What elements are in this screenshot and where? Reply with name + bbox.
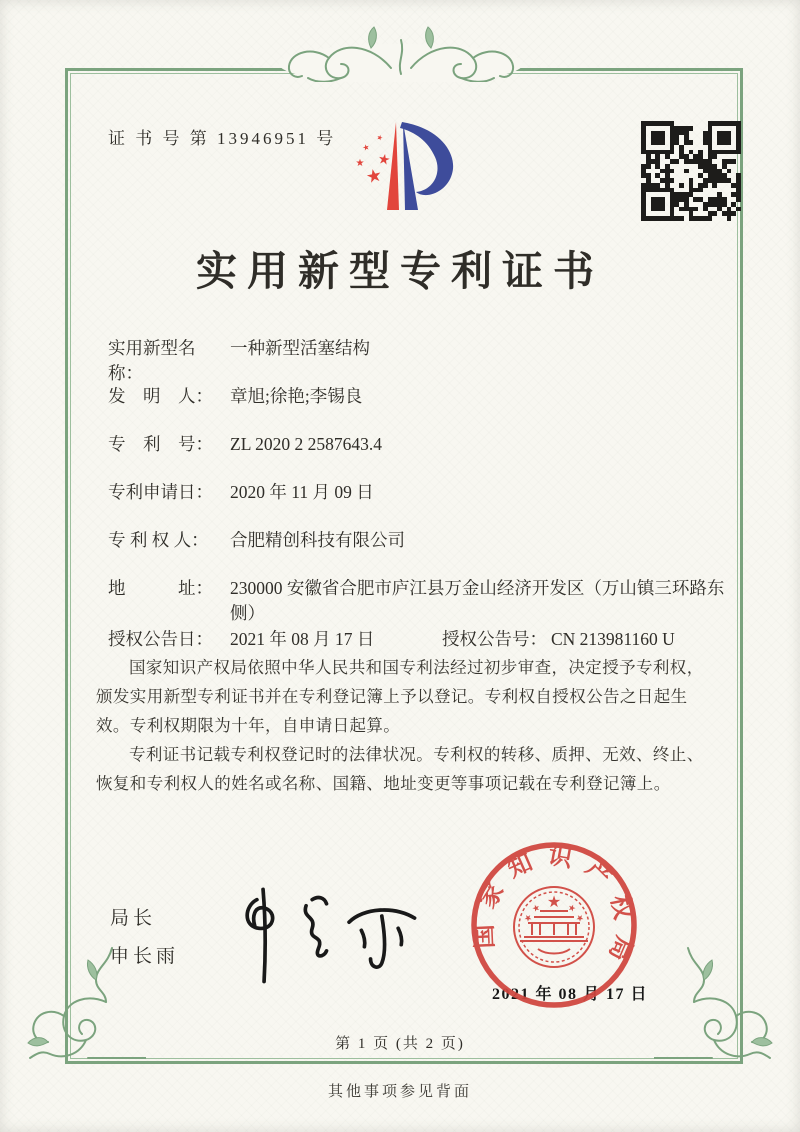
logo-p-mark <box>387 122 453 210</box>
seal-emblem-stars <box>522 892 585 925</box>
field-label: 专 利 权 人： <box>108 530 209 550</box>
star-icon: ★ <box>364 164 385 189</box>
field-row-grant <box>108 627 675 652</box>
star-icon: ★ <box>522 912 535 926</box>
seal-arc-text: 国家知识产权局 <box>471 843 639 977</box>
legal-paragraph-1: 国家知识产权局依照中华人民共和国专利法经过初步审查，决定授予专利权，颁发实用新型专利证书并在专利登记簿上予以登记。专利权自授权公告之日起生效。专利权期限为十年，自申请日起算。 <box>96 658 704 735</box>
legal-text-block <box>96 653 714 798</box>
field-label: 地 址： <box>108 578 213 598</box>
field-row-patentee <box>108 528 405 553</box>
field-value: 2020 年 11 月 09 日 <box>230 482 374 502</box>
field-value: ZL 2020 2 2587643.4 <box>230 434 382 454</box>
top-flourish-ornament <box>268 22 534 82</box>
field-label: 实用新型名称： <box>108 338 196 383</box>
star-icon: ★ <box>361 142 371 153</box>
grant-date-label: 授权公告日： <box>108 629 213 649</box>
seal-date: 2021 年 08 月 17 日 <box>492 986 649 1003</box>
star-icon: ★ <box>375 133 384 143</box>
star-icon: ★ <box>573 912 586 926</box>
grant-date-value: 2021 年 08 月 17 日 <box>230 629 375 649</box>
star-icon: ★ <box>546 892 562 911</box>
bottom-right-corner-ornament <box>654 946 774 1078</box>
star-icon: ★ <box>376 151 392 169</box>
field-value: 一种新型活塞结构 <box>230 338 370 358</box>
field-row-inventors <box>108 384 362 409</box>
field-label: 专 利 号： <box>108 434 213 454</box>
signer-name: 申长雨 <box>110 946 180 967</box>
grant-no-value: CN 213981160 U <box>551 629 675 649</box>
field-label: 专利申请日： <box>108 482 213 502</box>
field-value: 合肥精创科技有限公司 <box>230 530 405 550</box>
field-row-name <box>108 336 370 386</box>
legal-paragraph-2: 专利证书记载专利权登记时的法律状况。专利权的转移、质押、无效、终止、恢复和专利权人的姓名或名称、国籍、地址变更等事项记载在专利登记簿上。 <box>96 745 704 793</box>
grant-no-label: 授权公告号： <box>442 629 547 649</box>
cnipa-official-seal <box>462 833 649 1017</box>
page-number: 第 1 页 (共 2 页) <box>335 1036 465 1052</box>
field-row-filing-date <box>108 480 374 505</box>
star-icon: ★ <box>355 158 365 169</box>
cnipa-logo <box>330 112 470 214</box>
bottom-left-corner-ornament <box>26 946 146 1078</box>
star-icon: ★ <box>530 902 542 916</box>
qr-code <box>641 121 741 221</box>
certificate-title: 实用新型专利证书 <box>196 248 604 294</box>
field-label: 发 明 人： <box>108 386 213 406</box>
logo-stars <box>356 133 392 188</box>
signer-title: 局长 <box>110 908 157 929</box>
star-icon: ★ <box>566 902 578 916</box>
field-value: 章旭;徐艳;李锡良 <box>230 386 363 406</box>
director-signature <box>218 884 433 989</box>
field-row-patent-no <box>108 432 382 457</box>
field-row-address <box>108 576 735 626</box>
qr-module <box>736 216 741 221</box>
back-note: 其他事项参见背面 <box>327 1084 472 1100</box>
field-value: 230000 安徽省合肥市庐江县万金山经济开发区（万山镇三环路东侧） <box>230 578 725 623</box>
certificate-number: 证 书 号 第 13946951 号 <box>108 129 337 148</box>
